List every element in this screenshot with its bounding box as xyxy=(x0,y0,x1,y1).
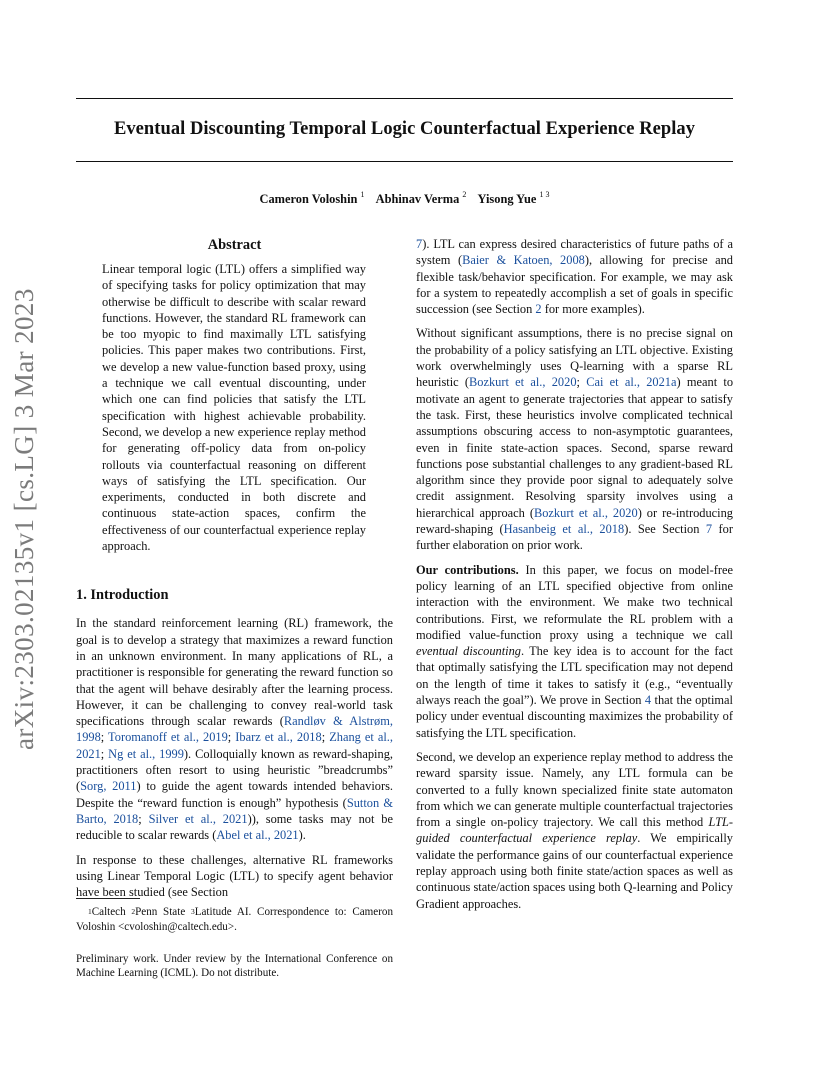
separator: ; xyxy=(321,730,330,745)
footnotes xyxy=(76,898,393,980)
footnote-marker: 2 xyxy=(131,907,136,916)
text-span: . The key idea is to account for the fact that optimally satisfying the LTL specification may not depend on the length of time it takes to satisfy it (e.g., “eventually always reach the goal”). We prove in Section xyxy=(416,644,733,708)
citation-link[interactable]: Sorg, 2011 xyxy=(80,779,137,794)
footnote-rule xyxy=(76,898,140,899)
citation-link[interactable]: Bozkurt et al., 2020 xyxy=(533,505,638,520)
footnote-marker: 3 xyxy=(190,907,195,916)
citation-link[interactable]: Silver et al., 2021 xyxy=(148,811,248,826)
paper-title: Eventual Discounting Temporal Logic Counterfactual Experience Replay xyxy=(113,119,695,139)
section-heading-introduction: 1. Introduction xyxy=(76,587,169,604)
separator: ; xyxy=(576,375,587,390)
footnote-marker: 1 xyxy=(88,907,92,916)
author-name: Abhinav Verma xyxy=(375,192,460,207)
emphasis-term: LTL-guided counterfactual experience replay xyxy=(416,815,733,846)
title-bottom-rule xyxy=(76,161,733,162)
citation-link[interactable]: Cai et al., 2021a xyxy=(586,375,677,390)
separator: ; xyxy=(100,730,109,745)
text-span: Caltech xyxy=(91,906,132,918)
intro-paragraph-3 xyxy=(416,325,733,553)
author-affiliation: 1 3 xyxy=(539,190,550,199)
author-affiliation: 2 xyxy=(462,190,467,199)
text-span: ) to guide the agent towards intended behaviors. Despite the “reward function is enough” hypothesis ( xyxy=(76,779,394,810)
section-ref-link[interactable]: 7 xyxy=(705,522,713,537)
text-span: ). Colloquially known as reward-shaping, practitioners often resort to using heuristic ”breadcrumbs” ( xyxy=(76,746,393,794)
contributions-paragraph xyxy=(416,562,733,741)
right-column xyxy=(416,236,733,920)
separator: ; xyxy=(138,811,149,826)
text-span: ) meant to motivate an agent to generate trajectories that appear to satisfy the task. First, these heuristics involve complicated technical assumptions obscuring access to non-asymptotic guarantees, even in finite state-action spaces. Second, sparse reward functions pose substantial challenges to any gradient-based RL algorithm since they provide poor signal to adequately solve credit assignment. Resolving sparsity involves using a hierarchical approach ( xyxy=(416,375,734,520)
intro-paragraph-5 xyxy=(416,749,733,912)
emphasis-term: eventual discounting xyxy=(416,644,521,659)
intro-paragraph-2-cont xyxy=(416,236,733,317)
text-span: for further elaboration on prior work. xyxy=(416,522,733,553)
text-span: Second, we develop an experience replay method to address the reward sparsity issue. Namely, any LTL formula can be converted to a fully known specialized finite state automaton from which we can generate multiple counterfactual trajectories from a single on-policy trajectory. We call this method xyxy=(416,749,733,830)
author xyxy=(260,192,365,206)
citation-link[interactable]: Toromanoff et al., 2019 xyxy=(108,730,228,745)
citation-link[interactable]: Baier & Katoen, 2008 xyxy=(462,253,585,268)
author-list xyxy=(76,191,733,207)
author xyxy=(376,192,467,206)
text-span: . We empirically validate the performance gains of our counterfactual experience replay approach using both finite state/action spaces as well as continuous state/action spaces using both Q-learning and Policy Gradient approaches. xyxy=(416,831,733,911)
title-top-rule xyxy=(76,98,733,99)
abstract-body: Linear temporal logic (LTL) offers a simplified way of specifying tasks for policy optimization that may otherwise be difficult to describe with scalar reward functions. However, the standard RL framework can be too myopic to find maximally LTL satisfying policies. This paper makes two contributions. First, we develop a new value-function based proxy, using a technique we call eventual discounting, under which one can find policies that satisfy the LTL specification with highest achievable probability. Second, we develop a new experience replay method for generating off-policy data from on-policy rollouts via counterfactual reasoning on different ways of satisfying the LTL specification. Our experiments, conducted in both discrete and continuous state-action spaces, confirm the effectiveness of our counterfactual experience replay approach. xyxy=(102,262,366,554)
text-span: Penn State xyxy=(135,906,191,918)
citation-link[interactable]: Randløv & Alstrøm, 1998 xyxy=(76,714,393,745)
citation-link[interactable]: Sutton & Barto, 2018 xyxy=(76,795,393,826)
separator: ; xyxy=(100,746,109,761)
citation-link[interactable]: Abel et al., 2021 xyxy=(216,828,299,843)
contributions-lead: Our contributions. xyxy=(416,562,519,577)
text-span: ). xyxy=(298,828,306,843)
text-span: Without significant assumptions, there is no precise signal on the probability of a policy satisfying an LTL objective. Existing work overwhelmingly uses Q-learning with a sparse RL heuristic ( xyxy=(416,326,733,390)
section-ref-link[interactable]: 2 xyxy=(535,302,542,317)
citation-link[interactable]: Ibarz et al., 2018 xyxy=(235,730,322,745)
intro-paragraph-1 xyxy=(76,615,393,843)
preliminary-notice: Preliminary work. Under review by the International Conference on Machine Learning (ICML). Do not distribute. xyxy=(76,953,393,980)
separator: ; xyxy=(227,730,236,745)
text-span: ) or re-introducing reward-shaping ( xyxy=(416,505,733,537)
citation-link[interactable]: Zhang et al., 2021 xyxy=(76,730,393,761)
affiliation-footnote xyxy=(76,905,393,934)
citation-link[interactable]: Ng et al., 1999 xyxy=(108,746,184,761)
author-name: Yisong Yue xyxy=(477,192,537,207)
left-column xyxy=(76,236,393,908)
text-span: In response to these challenges, alternative RL frameworks using Linear Temporal Logic (LTL) to specify agent behavior have been studied (see Section xyxy=(76,852,393,900)
author-affiliation: 1 xyxy=(360,190,365,199)
text-span: In the standard reinforcement learning (RL) framework, the goal is to develop a strategy that maximizes a reward function in an unknown environment. In many applications of RL, a practitioner is responsible for generating the reward function so that the agent will behave desirably after the learning process. However, it can be challenging to convey real-world task specifications through scalar rewards ( xyxy=(76,616,393,729)
intro-paragraph-2-start xyxy=(76,852,393,901)
text-span: )), some tasks may not be reducible to scalar rewards ( xyxy=(76,811,393,843)
author-name: Cameron Voloshin xyxy=(259,192,358,207)
text-span: Latitude AI. Correspondence to: Cameron Voloshin <cvoloshin@caltech.edu>. xyxy=(76,906,393,934)
abstract-heading: Abstract xyxy=(207,237,262,253)
text-span: ). LTL can express desired characteristics of future paths of a system ( xyxy=(416,237,733,268)
section-ref-link[interactable]: 7 xyxy=(416,237,423,251)
citation-link[interactable]: Bozkurt et al., 2020 xyxy=(469,375,577,390)
arxiv-stamp: arXiv:2303.02135v1 [cs.LG] 3 Mar 2023 xyxy=(9,288,39,750)
text-span: ). See Section xyxy=(624,522,706,537)
text-span: for more examples). xyxy=(541,302,645,317)
text-span: In this paper, we focus on model-free policy learning of an LTL specified objective from online interaction with the environment. We make two technical contributions. First, we reformulate the RL problem with a modified value-function proxy using a technique we call xyxy=(416,562,733,642)
text-span: that the optimal policy under eventual discounting maximizes the probability of satisfying the LTL specification. xyxy=(416,693,733,740)
author xyxy=(478,192,550,206)
section-ref-link[interactable]: 4 xyxy=(644,693,652,708)
citation-link[interactable]: Hasanbeig et al., 2018 xyxy=(503,522,625,537)
text-span: ), allowing for precise and flexible task/behavior specification. For example, we may ask for a system to repeatedly accomplish a set of goals in specific succession (see Section xyxy=(416,253,733,317)
